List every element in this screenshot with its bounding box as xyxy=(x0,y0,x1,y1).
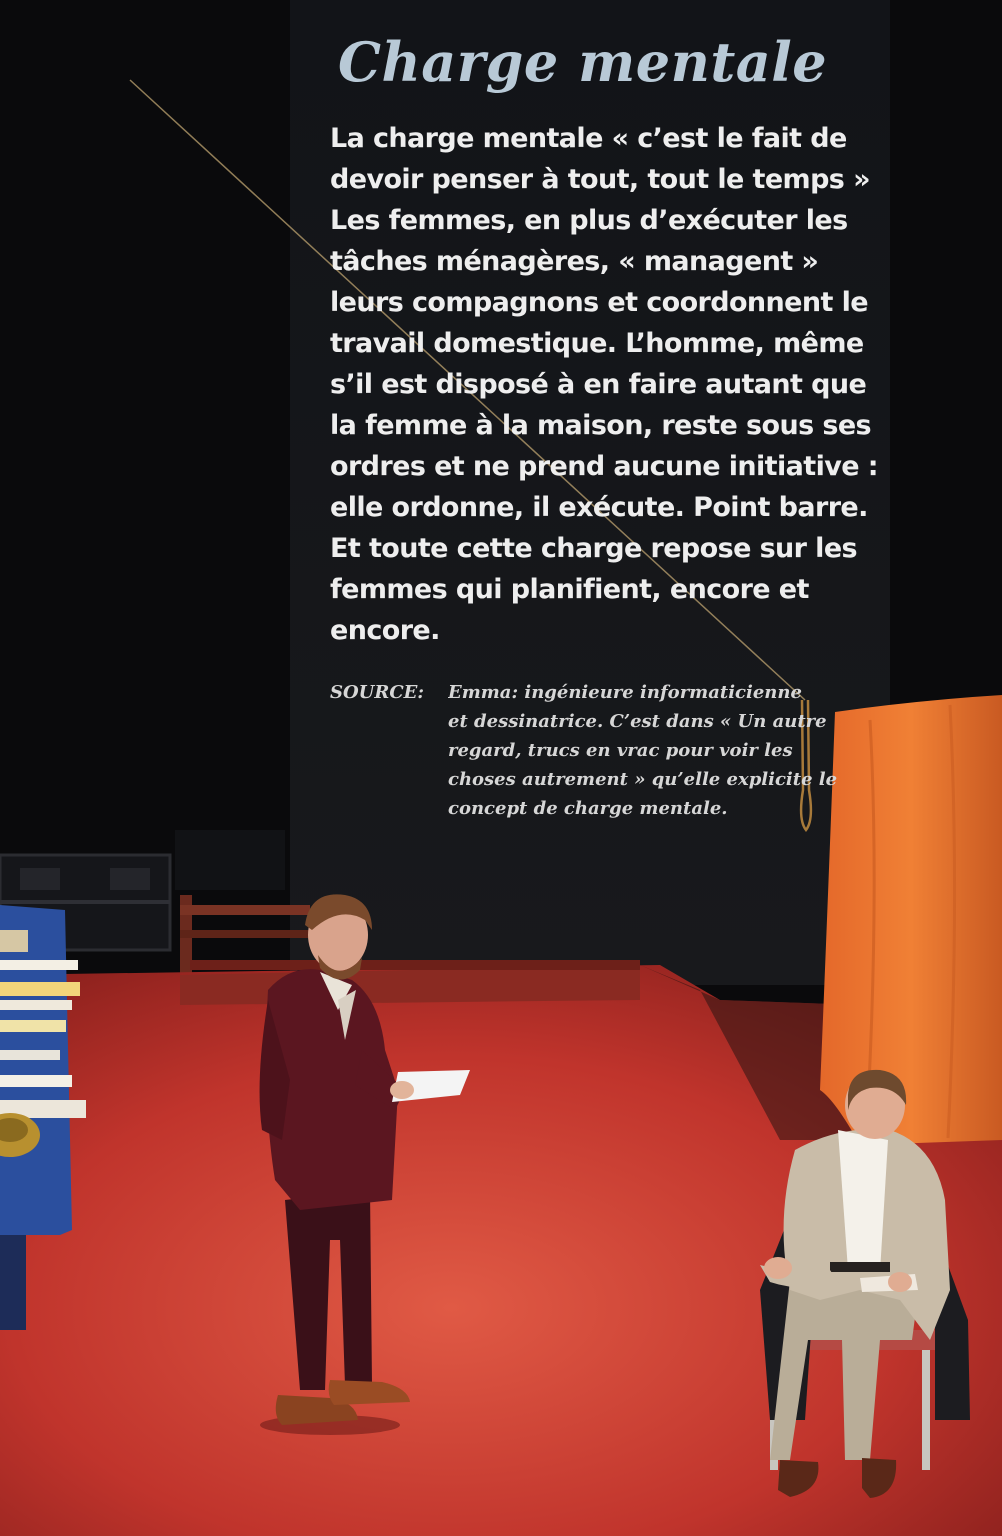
body-line: Les femmes, en plus d’exécuter les xyxy=(330,205,848,236)
body-line: s’il est disposé à en faire autant que xyxy=(330,369,867,400)
body-line: La charge mentale « c’est le fait de xyxy=(330,123,847,154)
body-line: travail domestique. L’homme, même xyxy=(330,328,864,359)
source-line: choses autrement » qu’elle explicite le xyxy=(448,769,838,790)
source-line: regard, trucs en vrac pour voir les xyxy=(448,740,793,761)
body-line: elle ordonne, il exécute. Point barre. xyxy=(330,492,868,523)
body-line: femmes qui planifient, encore et xyxy=(330,574,809,605)
body-line: tâches ménagères, « managent » xyxy=(330,246,819,277)
source-label: SOURCE: xyxy=(330,682,425,703)
projection-title: Charge mentale xyxy=(338,30,828,94)
body-line: la femme à la maison, reste sous ses xyxy=(330,410,871,441)
projection-body xyxy=(330,118,878,651)
body-line: ordres et ne prend aucune initiative : xyxy=(330,451,878,482)
body-line: devoir penser à tout, tout le temps » xyxy=(330,164,870,195)
source-text xyxy=(448,678,848,823)
body-line: leurs compagnons et coordonnent le xyxy=(330,287,868,318)
source-line: Emma: ingénieure informaticienne xyxy=(448,682,802,703)
source-line: concept de charge mentale. xyxy=(448,798,728,819)
source-line: et dessinatrice. C’est dans « Un autre xyxy=(448,711,827,732)
body-line: Et toute cette charge repose sur les xyxy=(330,533,858,564)
body-line: encore. xyxy=(330,615,440,646)
